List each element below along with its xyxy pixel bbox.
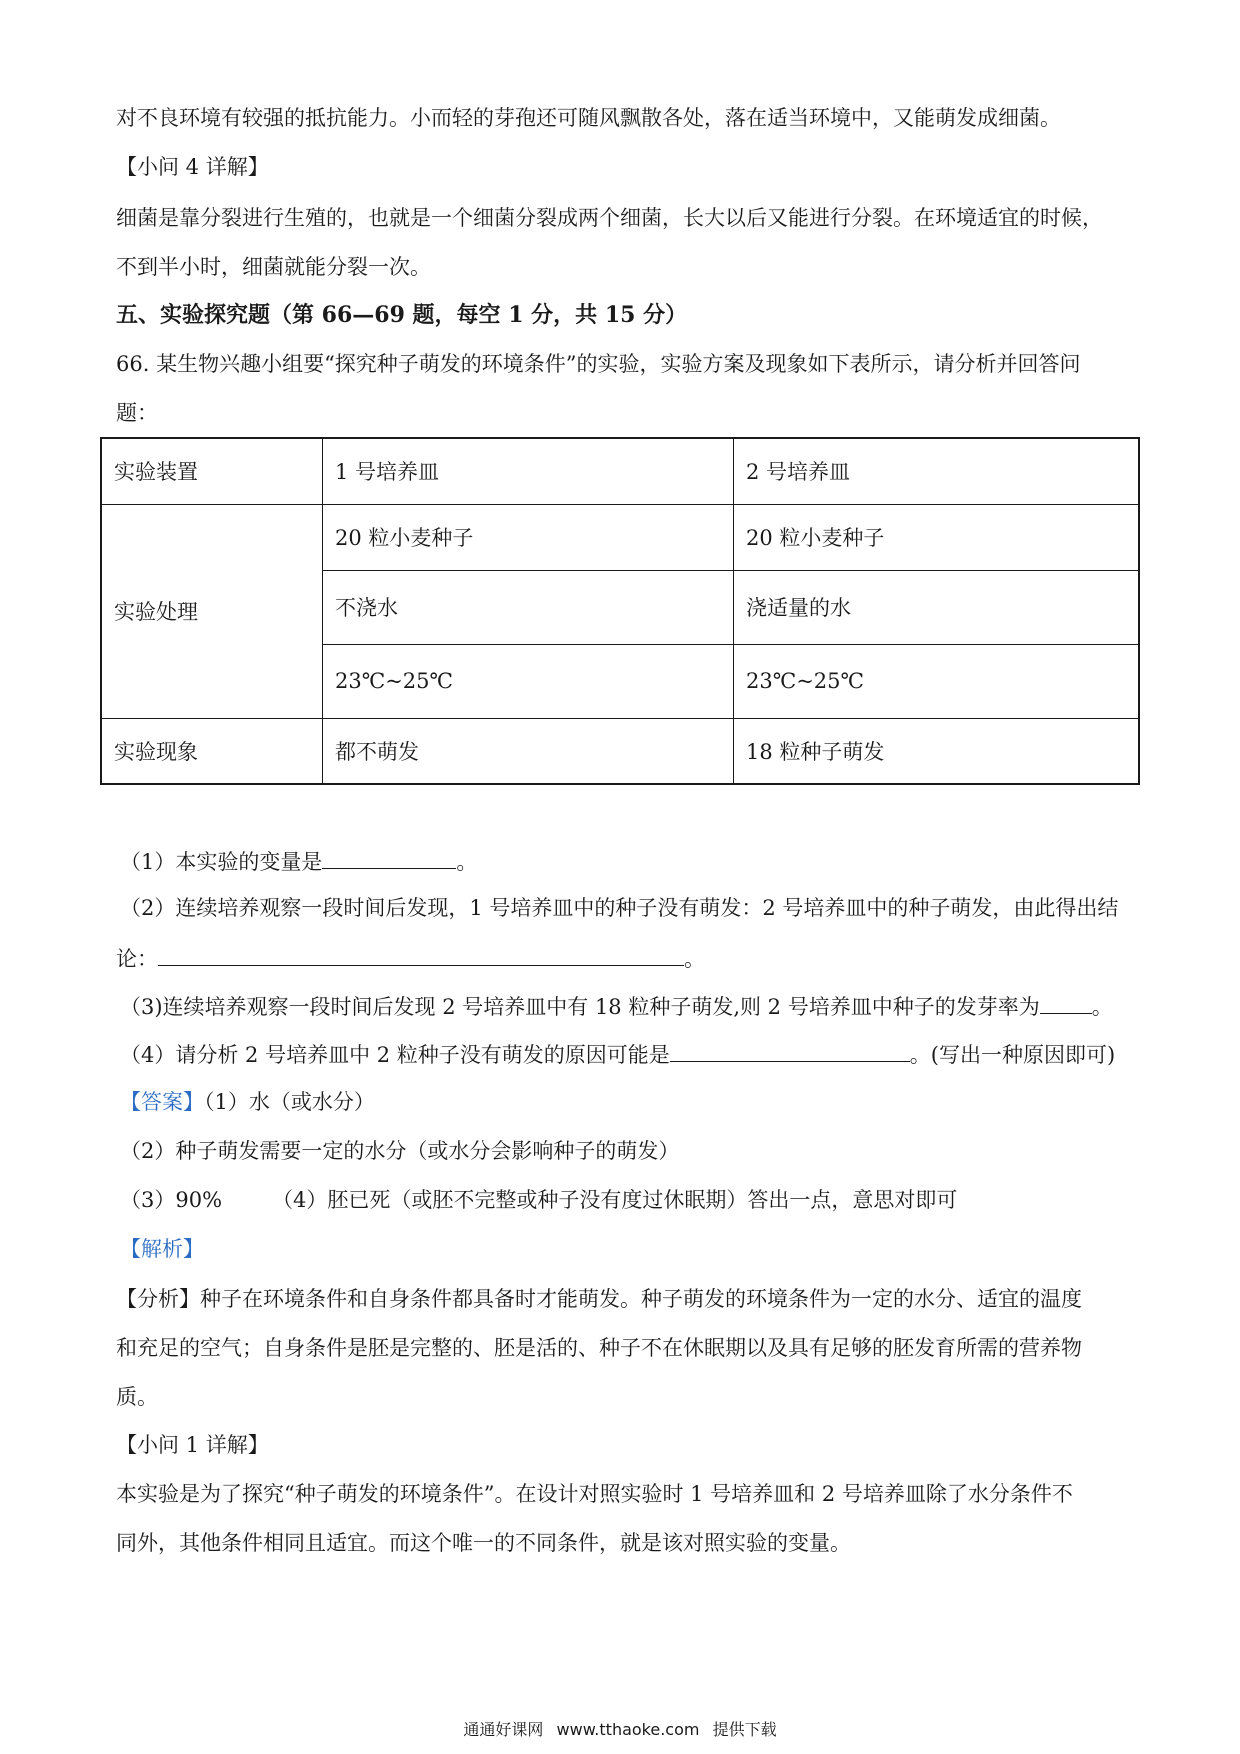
answer-blank — [158, 943, 684, 966]
table-row — [101, 438, 1139, 504]
table-cell: 实验现象 — [101, 718, 323, 784]
analysis-line: 同外，其他条件相同且适宜。而这个唯一的不同条件，就是该对照实验的变量。 — [116, 1531, 851, 1555]
paragraph-line: 对不良环境有较强的抵抗能力。小而轻的芽孢还可随风飘散各处，落在适当环境中，又能萌发成细菌。 — [116, 106, 1061, 130]
answer-line-3 — [120, 1185, 1140, 1215]
answer-blank — [322, 846, 456, 869]
answer-text: （3）90% — [120, 1188, 223, 1212]
footer-url[interactable]: www.tthaoke.com — [556, 1720, 700, 1739]
experiment-table — [100, 437, 1140, 785]
answer-line-2: （2）种子萌发需要一定的水分（或水分会影响种子的萌发） — [120, 1139, 680, 1163]
subquestion-heading: 【小问 1 详解】 — [116, 1433, 269, 1457]
table-cell: 20 粒小麦种子 — [323, 504, 734, 570]
question-stem: 题： — [116, 401, 158, 425]
answer-text: （4）胚已死（或胚不完整或种子没有度过休眠期）答出一点，意思对即可 — [272, 1188, 958, 1212]
table-cell: 不浇水 — [323, 570, 734, 644]
answer-blank — [1040, 991, 1092, 1014]
analysis-line: 【分析】种子在环境条件和自身条件都具备时才能萌发。种子萌发的环境条件为一定的水分、适宜的温度 — [116, 1287, 1082, 1311]
analysis-line: 质。 — [116, 1385, 158, 1409]
table-cell: 18 粒种子萌发 — [734, 718, 1140, 784]
footer-site: 通通好课网 — [463, 1720, 544, 1739]
table-cell: 浇适量的水 — [734, 570, 1140, 644]
paragraph-line: 细菌是靠分裂进行生殖的，也就是一个细菌分裂成两个细菌，长大以后又能进行分裂。在环境适宜的时候， — [116, 206, 1103, 230]
subquestion-4 — [120, 1039, 1140, 1070]
subquestion-text: （4）请分析 2 号培养皿中 2 粒种子没有萌发的原因可能是 — [120, 1043, 670, 1067]
table-cell: 23℃~25℃ — [323, 644, 734, 718]
table-cell: 都不萌发 — [323, 718, 734, 784]
subquestion-text: （3)连续培养观察一段时间后发现 2 号培养皿中有 18 粒种子萌发,则 2 号培养皿中种子的发芽率为 — [120, 995, 1040, 1019]
answer-text: （1）水（或水分） — [204, 1090, 375, 1114]
table-cell: 23℃~25℃ — [734, 644, 1140, 718]
subquestion-3 — [120, 991, 1140, 1022]
subquestion-text: 。 — [456, 850, 478, 874]
subquestion-1 — [120, 846, 1140, 877]
subquestion-heading: 【小问 4 详解】 — [116, 155, 269, 179]
page-footer — [0, 1718, 1240, 1742]
table-cell: 实验处理 — [101, 504, 323, 718]
footer-note: 提供下载 — [712, 1720, 777, 1739]
subquestion-text: 。 — [1091, 995, 1113, 1019]
table-cell: 实验装置 — [101, 438, 323, 504]
question-stem: 66. 某生物兴趣小组要“探究种子萌发的环境条件”的实验，实验方案及现象如下表所示，请分析并回答问 — [116, 352, 1081, 376]
table-row — [101, 718, 1139, 784]
analysis-line: 本实验是为了探究“种子萌发的环境条件”。在设计对照实验时 1 号培养皿和 2 号培养皿除了水分条件不 — [116, 1482, 1073, 1506]
table-row — [101, 504, 1139, 570]
subquestion-text: （1）本实验的变量是 — [120, 850, 323, 874]
table-cell: 1 号培养皿 — [323, 438, 734, 504]
analysis-line: 和充足的空气；自身条件是胚是完整的、胚是活的、种子不在休眠期以及具有足够的胚发育所需的营养物 — [116, 1336, 1082, 1360]
subquestion-text: 。 — [684, 947, 705, 971]
analysis-tag: 【解析】 — [120, 1237, 204, 1261]
subquestion-2-cont — [116, 943, 1136, 974]
subquestion-text: 论： — [116, 947, 158, 971]
subquestion-text: 。(写出一种原因即可) — [909, 1043, 1116, 1067]
subquestion-2: （2）连续培养观察一段时间后发现，1 号培养皿中的种子没有萌发：2 号培养皿中的种子萌发，由此得出结 — [120, 896, 1119, 920]
answer-tag: 【答案】 — [120, 1090, 204, 1114]
answer-blank — [670, 1039, 910, 1062]
answer-line-1 — [120, 1087, 1140, 1117]
section-title: 五、实验探究题（第 66—69 题，每空 1 分，共 15 分） — [116, 302, 688, 328]
table-cell: 20 粒小麦种子 — [734, 504, 1140, 570]
table-cell: 2 号培养皿 — [734, 438, 1140, 504]
paragraph-line: 不到半小时，细菌就能分裂一次。 — [116, 255, 431, 279]
